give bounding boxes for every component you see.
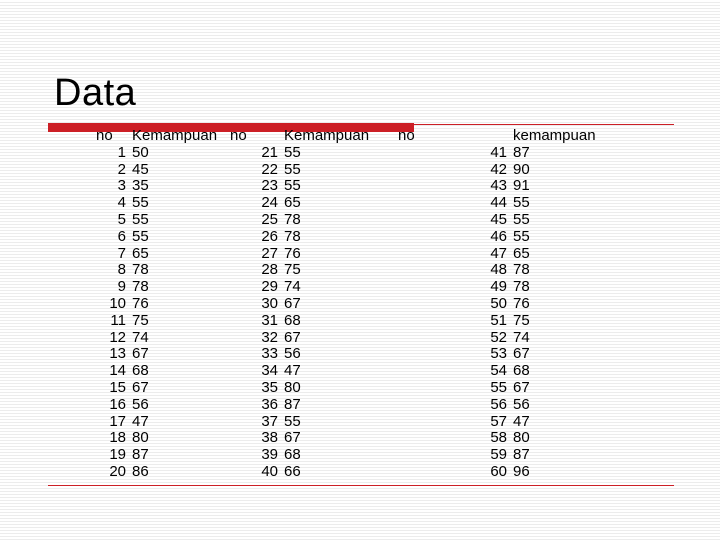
cell-kemampuan-3: 68 <box>513 362 530 380</box>
cell-kemampuan-3: 74 <box>513 328 530 346</box>
cell-no-3: 49 <box>490 278 507 296</box>
cell-kemampuan-3: 78 <box>513 261 530 279</box>
top-divider-line <box>414 124 674 125</box>
cell-kemampuan-1: 67 <box>132 378 149 396</box>
cell-kemampuan-1: 56 <box>132 395 149 413</box>
cell-kemampuan-2: 68 <box>284 311 301 329</box>
table-row <box>48 464 633 481</box>
cell-no-1: 1 <box>117 143 126 161</box>
table-row <box>48 330 633 347</box>
cell-kemampuan-1: 55 <box>132 210 149 228</box>
cell-kemampuan-3: 78 <box>513 278 530 296</box>
header-no-1: no <box>96 127 113 144</box>
table-row <box>48 414 633 431</box>
cell-no-3: 42 <box>490 160 507 178</box>
table-row <box>48 430 633 447</box>
cell-kemampuan-3: 65 <box>513 244 530 262</box>
cell-kemampuan-2: 78 <box>284 210 301 228</box>
cell-kemampuan-2: 67 <box>284 294 301 312</box>
cell-kemampuan-2: 55 <box>284 412 301 430</box>
cell-no-1: 18 <box>109 429 126 447</box>
table-row <box>48 346 633 363</box>
cell-no-1: 12 <box>109 328 126 346</box>
cell-kemampuan-1: 80 <box>132 429 149 447</box>
cell-kemampuan-1: 87 <box>132 446 149 464</box>
cell-kemampuan-1: 76 <box>132 294 149 312</box>
cell-kemampuan-2: 47 <box>284 362 301 380</box>
cell-no-2: 21 <box>261 143 278 161</box>
cell-no-1: 15 <box>109 378 126 396</box>
cell-no-2: 28 <box>261 261 278 279</box>
cell-no-2: 29 <box>261 278 278 296</box>
cell-no-1: 4 <box>117 194 126 212</box>
cell-kemampuan-2: 65 <box>284 194 301 212</box>
cell-kemampuan-3: 75 <box>513 311 530 329</box>
cell-no-2: 38 <box>261 429 278 447</box>
cell-kemampuan-3: 90 <box>513 160 530 178</box>
table-row <box>48 212 633 229</box>
cell-no-2: 24 <box>261 194 278 212</box>
cell-no-3: 58 <box>490 429 507 447</box>
cell-kemampuan-2: 74 <box>284 278 301 296</box>
cell-no-2: 26 <box>261 227 278 245</box>
cell-no-1: 2 <box>117 160 126 178</box>
cell-kemampuan-1: 67 <box>132 345 149 363</box>
table-row <box>48 262 633 279</box>
table-row <box>48 363 633 380</box>
cell-kemampuan-3: 67 <box>513 378 530 396</box>
cell-no-2: 27 <box>261 244 278 262</box>
cell-kemampuan-1: 65 <box>132 244 149 262</box>
cell-kemampuan-2: 80 <box>284 378 301 396</box>
cell-kemampuan-3: 55 <box>513 210 530 228</box>
cell-kemampuan-3: 76 <box>513 294 530 312</box>
cell-kemampuan-2: 56 <box>284 345 301 363</box>
cell-kemampuan-2: 55 <box>284 160 301 178</box>
table-row <box>48 246 633 263</box>
cell-no-3: 44 <box>490 194 507 212</box>
data-table <box>48 128 633 481</box>
table-row <box>48 279 633 296</box>
cell-no-1: 19 <box>109 446 126 464</box>
cell-kemampuan-2: 75 <box>284 261 301 279</box>
cell-kemampuan-2: 76 <box>284 244 301 262</box>
cell-kemampuan-2: 78 <box>284 227 301 245</box>
cell-no-1: 13 <box>109 345 126 363</box>
cell-no-3: 55 <box>490 378 507 396</box>
cell-kemampuan-2: 87 <box>284 395 301 413</box>
cell-kemampuan-1: 45 <box>132 160 149 178</box>
table-header-row <box>48 128 633 145</box>
cell-kemampuan-3: 55 <box>513 194 530 212</box>
cell-no-1: 9 <box>117 278 126 296</box>
cell-no-3: 47 <box>490 244 507 262</box>
table-row <box>48 296 633 313</box>
cell-no-2: 35 <box>261 378 278 396</box>
table-row <box>48 178 633 195</box>
cell-no-2: 22 <box>261 160 278 178</box>
cell-kemampuan-1: 50 <box>132 143 149 161</box>
cell-no-3: 60 <box>490 462 507 480</box>
cell-no-3: 57 <box>490 412 507 430</box>
cell-no-1: 10 <box>109 294 126 312</box>
cell-kemampuan-3: 91 <box>513 177 530 195</box>
cell-no-2: 36 <box>261 395 278 413</box>
cell-no-2: 30 <box>261 294 278 312</box>
header-kemampuan-1: Kemampuan <box>132 127 218 144</box>
cell-no-1: 7 <box>117 244 126 262</box>
cell-kemampuan-1: 35 <box>132 177 149 195</box>
cell-kemampuan-2: 67 <box>284 328 301 346</box>
cell-no-3: 56 <box>490 395 507 413</box>
cell-no-3: 52 <box>490 328 507 346</box>
cell-no-3: 53 <box>490 345 507 363</box>
cell-kemampuan-2: 66 <box>284 462 301 480</box>
cell-kemampuan-1: 78 <box>132 278 149 296</box>
cell-no-2: 32 <box>261 328 278 346</box>
bottom-divider-line <box>48 485 674 486</box>
cell-no-2: 40 <box>261 462 278 480</box>
cell-no-3: 46 <box>490 227 507 245</box>
header-kemampuan-3: kemampuan <box>513 127 596 144</box>
table-row <box>48 380 633 397</box>
table-row <box>48 397 633 414</box>
cell-no-2: 37 <box>261 412 278 430</box>
cell-no-1: 8 <box>117 261 126 279</box>
cell-no-1: 16 <box>109 395 126 413</box>
cell-kemampuan-1: 55 <box>132 194 149 212</box>
cell-kemampuan-2: 55 <box>284 177 301 195</box>
cell-kemampuan-3: 67 <box>513 345 530 363</box>
cell-kemampuan-1: 55 <box>132 227 149 245</box>
cell-no-2: 23 <box>261 177 278 195</box>
table-row <box>48 447 633 464</box>
cell-kemampuan-3: 55 <box>513 227 530 245</box>
cell-kemampuan-1: 75 <box>132 311 149 329</box>
slide-title: Data <box>54 72 137 114</box>
table-row <box>48 313 633 330</box>
cell-no-3: 43 <box>490 177 507 195</box>
cell-no-3: 59 <box>490 446 507 464</box>
cell-kemampuan-3: 87 <box>513 446 530 464</box>
cell-kemampuan-3: 80 <box>513 429 530 447</box>
cell-no-1: 20 <box>109 462 126 480</box>
cell-kemampuan-1: 78 <box>132 261 149 279</box>
cell-kemampuan-3: 47 <box>513 412 530 430</box>
cell-no-3: 50 <box>490 294 507 312</box>
cell-kemampuan-2: 68 <box>284 446 301 464</box>
cell-no-2: 34 <box>261 362 278 380</box>
cell-no-3: 51 <box>490 311 507 329</box>
table-row <box>48 145 633 162</box>
cell-no-2: 25 <box>261 210 278 228</box>
cell-no-1: 5 <box>117 210 126 228</box>
cell-no-1: 14 <box>109 362 126 380</box>
cell-no-2: 31 <box>261 311 278 329</box>
cell-no-3: 48 <box>490 261 507 279</box>
cell-kemampuan-3: 96 <box>513 462 530 480</box>
cell-kemampuan-1: 68 <box>132 362 149 380</box>
cell-no-3: 54 <box>490 362 507 380</box>
header-no-2: no <box>230 127 247 144</box>
header-kemampuan-2: Kemampuan <box>284 127 370 144</box>
cell-no-3: 45 <box>490 210 507 228</box>
cell-no-1: 17 <box>109 412 126 430</box>
table-row <box>48 195 633 212</box>
cell-kemampuan-1: 47 <box>132 412 149 430</box>
cell-no-2: 33 <box>261 345 278 363</box>
header-no-3: no <box>398 127 415 144</box>
cell-kemampuan-1: 74 <box>132 328 149 346</box>
cell-no-1: 11 <box>110 311 126 329</box>
cell-kemampuan-2: 67 <box>284 429 301 447</box>
cell-kemampuan-3: 87 <box>513 143 530 161</box>
cell-no-2: 39 <box>261 446 278 464</box>
cell-no-3: 41 <box>490 143 507 161</box>
cell-kemampuan-1: 86 <box>132 462 149 480</box>
table-row <box>48 162 633 179</box>
cell-no-1: 6 <box>117 227 126 245</box>
cell-kemampuan-2: 55 <box>284 143 301 161</box>
cell-no-1: 3 <box>117 177 126 195</box>
table-row <box>48 229 633 246</box>
cell-kemampuan-3: 56 <box>513 395 530 413</box>
